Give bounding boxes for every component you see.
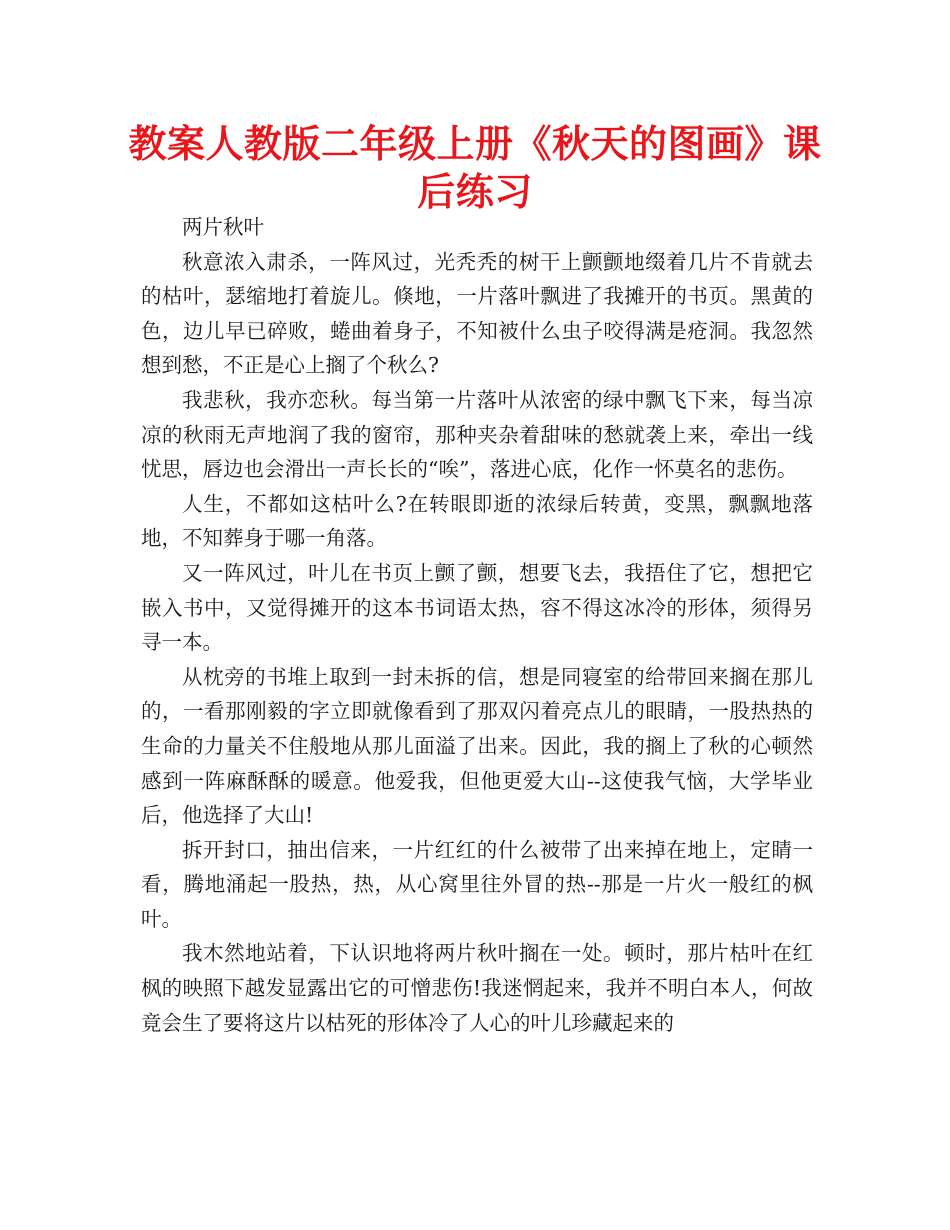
body-paragraph: 拆开封口，抽出信来，一片红红的什么被带了出来掉在地上，定睛一看，腾地涌起一股热，热，从心窝里往外冒的热--那是一片火一般红的枫叶。	[141, 837, 813, 931]
body-paragraph: 我木然地站着，下认识地将两片秋叶搁在一处。顿时，那片枯叶在红枫的映照下越发显露出它的可憎悲伤!我迷惘起来，我并不明白本人，何故竟会生了要将这片以枯死的形体冷了人心的叶儿珍藏起来的	[141, 941, 813, 1035]
body-paragraph: 从枕旁的书堆上取到一封未拆的信，想是同寝室的给带回来搁在那儿的，一看那刚毅的字立即就像看到了那双闪着亮点儿的眼睛，一股热热的生命的力量关不住般地从那儿面溢了出来。因此，我的搁上了秋的心顿然感到一阵麻酥酥的暖意。他爱我，但他更爱大山--这使我气恼，大学毕业后，他选择了大山!	[141, 664, 813, 828]
document-title: 教案人教版二年级上册《秋天的图画》课后练习	[128, 122, 822, 214]
body-paragraph: 又一阵风过，叶儿在书页上颤了颤，想要飞去，我捂住了它，想把它嵌入书中，又觉得摊开的这本书词语太热，容不得这冰冷的形体，须得另寻一本。	[141, 560, 813, 655]
section-heading: 两片秋叶	[182, 215, 264, 239]
body-paragraph: 我悲秋，我亦恋秋。每当第一片落叶从浓密的绿中飘飞下来，每当凉凉的秋雨无声地润了我的窗帘，那种夹杂着甜味的愁就袭上来，牵出一线忧思，唇边也会滑出一声长长的“唉”，落进心底，化作一怀莫名的悲伤。	[141, 387, 813, 482]
body-paragraph: 秋意浓入肃杀，一阵风过，光秃秃的树干上颤颤地缀着几片不肯就去的枯叶，瑟缩地打着旋儿。倏地，一片落叶飘进了我摊开的书页。黑黄的色，边儿早已碎败，蜷曲着身子，不知被什么虫子咬得满是疮洞。我忽然想到愁，不正是心上搁了个秋么?	[141, 249, 813, 378]
document-body	[141, 210, 813, 1040]
body-paragraph: 人生，不都如这枯叶么?在转眼即逝的浓绿后转黄，变黑，飘飘地落地，不知葬身于哪一角落。	[141, 491, 813, 551]
